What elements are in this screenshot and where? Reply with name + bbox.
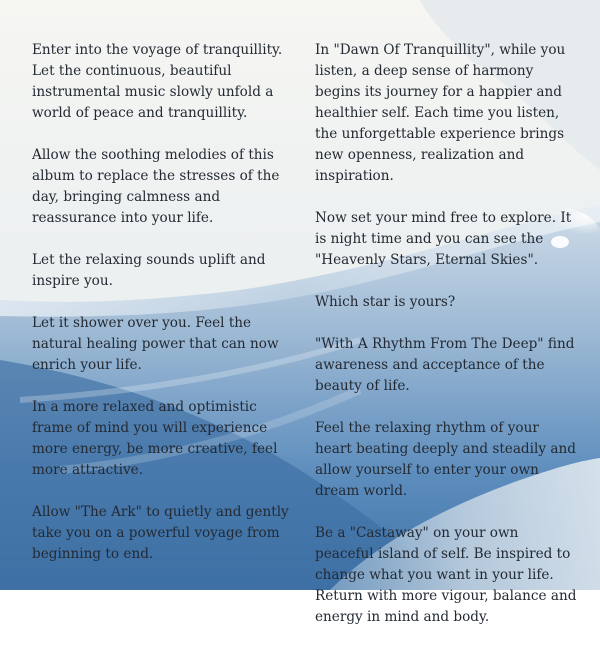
paragraph-heavenly-stars: Now set your mind free to explore. It is night time and you can see the "Heavenly Stars, Eternal Skies". [315, 210, 572, 268]
paragraph-rhythm-from-the-deep: "With A Rhythm From The Deep" find awareness and acceptance of the beauty of life. [315, 336, 575, 394]
paragraph-castaway: Be a "Castaway" on your own peaceful island of self. Be inspired to change what you want in your life. Return with more vigour, balance and energy in mind and body. [315, 525, 577, 625]
paragraph-which-star: Which star is yours? [315, 294, 456, 310]
paragraph-optimistic: In a more relaxed and optimistic frame of mind you will experience more energy, be more creative, feel more attractive. [32, 399, 278, 478]
paragraph-heart-rhythm: Feel the relaxing rhythm of your heart beating deeply and steadily and allow yourself to enter your own dream world. [315, 420, 576, 499]
paragraph-uplift: Let the relaxing sounds uplift and inspire you. [32, 252, 266, 289]
paragraph-soothing-melodies: Allow the soothing melodies of this album to replace the stresses of the day, bringing calmness and reassurance into your life. [32, 147, 280, 226]
paragraph-voyage: Enter into the voyage of tranquillity. Let the continuous, beautiful instrumental music slowly unfold a world of peace and tranquillity. [32, 42, 283, 121]
paragraph-shower: Let it shower over you. Feel the natural healing power that can now enrich your life. [32, 315, 279, 373]
right-text-column [315, 40, 577, 649]
paragraph-dawn-of-tranquillity: In "Dawn Of Tranquillity", while you listen, a deep sense of harmony begins its journey for a happier and healthier self. Each time you listen, the unforgettable experience brings new openness, realization and inspiration. [315, 42, 566, 184]
paragraph-the-ark: Allow "The Ark" to quietly and gently take you on a powerful voyage from beginning to end. [32, 504, 289, 562]
left-text-column [32, 40, 294, 586]
